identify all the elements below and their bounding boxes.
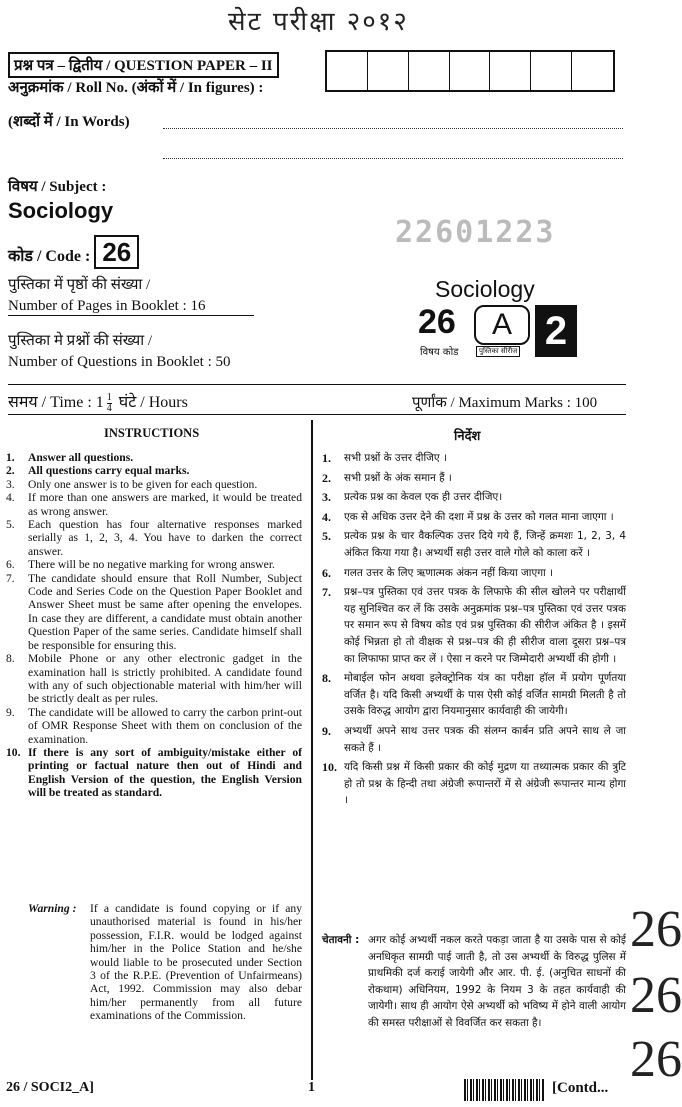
pages-label-en: Number of Pages in Booklet : 16 [8, 298, 254, 316]
instruction-en-item-number: 7. [6, 571, 15, 585]
badge-series: A [474, 305, 530, 345]
divider-bottom [8, 414, 626, 415]
instruction-en-item-number: 10. [6, 745, 21, 759]
warning-hi-text: अगर कोई अभ्यर्थी नकल करते पकड़ा जाता है या उसके पास से कोई अनधिकृत सामग्री पाई जाती है, तो उस अभ्यर्थी के विरुद्ध पुलिस में प्राथमिकी दर्ज कराई जायेगी और आर. पी. ई. (अनुचित साधनों की रोकथाम) अधिनियम, 1992 के नियम 3 के तहत कार्यवाही की जायेगी। साथ ही आयोग ऐसे अभ्यर्थी को भविष्य में होने वाली आयोग की समस्त परीक्षाओं से विवर्जित कर सकता है। [368, 934, 626, 1029]
instruction-en-item [6, 491, 302, 518]
warning-hi-label: चेतावनी : [322, 934, 360, 946]
instruction-en-item-text: If there is any sort of ambiguity/mistake either of printing or factual nature then out of Hindi and English Version of the question, the English Version will be treated as standard. [28, 745, 302, 800]
instruction-hi-item [322, 670, 626, 720]
badge-paper: 2 [535, 305, 577, 357]
instruction-en-item [6, 451, 302, 464]
instruction-hi-item [322, 759, 626, 809]
roll-digit-cell[interactable] [572, 52, 613, 90]
warning-hi [322, 932, 626, 1032]
instruction-en-item-text: The candidate will be allowed to carry the carbon print-out of OMR Response Sheet with them on conclusion of the examination. [28, 705, 302, 746]
paper-label: प्रश्न पत्र – द्वितीय / QUESTION PAPER – II [8, 52, 279, 78]
instruction-en-item-text: Each question has four alternative responses marked serially as 1, 2, 3, 4. You have to darken the correct answer. [28, 518, 302, 558]
instruction-hi-item-text: एक से अधिक उत्तर देने की दशा में प्रश्न के उत्तर को गलत माना जाएगा । [344, 510, 614, 523]
questions-label-en: Number of Questions in Booklet : 50 [8, 354, 231, 370]
serial-stamp: 22601223 [395, 215, 556, 250]
badge-subject-code-hi: विषय कोड [420, 347, 459, 358]
instruction-en-item [6, 572, 302, 652]
instruction-hi-item-text: प्रत्येक प्रश्न का केवल एक ही उत्तर दीजिए। [344, 491, 503, 504]
instruction-en-item-number: 2. [6, 464, 15, 478]
column-divider [311, 420, 313, 1080]
instruction-hi-item [322, 565, 626, 582]
instruction-hi-item [322, 509, 626, 526]
divider-top [8, 384, 626, 385]
time-fraction [107, 393, 112, 414]
instruction-hi-item-text: अभ्यर्थी अपने साथ उत्तर पत्रक की संलग्न कार्बन प्रति अपने साथ ले जा सकते हैं । [344, 724, 626, 754]
instruction-en-item-text: There will be no negative marking for wrong answer. [28, 558, 275, 572]
instruction-en-item-text: The candidate should ensure that Roll Number, Subject Code and Series Code on the Question Paper Booklet and Answer Sheet must be same after opening the envelopes. In case they are different, a candidate must obtain another Question Paper of the same series. Candidate himself shall be responsible for ensuring this. [28, 571, 302, 652]
warning-label: Warning : [28, 902, 77, 915]
instruction-en-item [6, 518, 302, 558]
pages-label-hi: पुस्तिका में पृष्ठों की संख्या / [8, 277, 151, 293]
instruction-hi-item [322, 723, 626, 756]
instructions-list-en [6, 451, 302, 800]
instruction-hi-item [322, 450, 626, 467]
code-box: 26 [94, 235, 139, 269]
page-number: 1 [308, 1080, 315, 1095]
code-label: कोड / Code : [8, 248, 91, 265]
roll-digit-cell[interactable] [409, 52, 450, 90]
instruction-en-item-number: 1. [6, 451, 15, 464]
roll-digit-cell[interactable] [368, 52, 409, 90]
in-words-line[interactable] [163, 128, 623, 129]
instruction-en-item-number: 8. [6, 652, 15, 666]
instruction-en-item [6, 478, 302, 491]
roll-digit-cell[interactable] [531, 52, 572, 90]
warning-en [28, 902, 302, 1023]
barcode [464, 1079, 544, 1101]
time-suffix: घंटे / Hours [118, 394, 188, 411]
contd-label: [Contd... [552, 1080, 609, 1096]
subject-name: Sociology [8, 198, 114, 223]
instruction-en-item-text: Mobile Phone or any other electronic gadget in the examination hall is strictly prohibited. A candidate found with any of such objectionable material with him/her will be strictly dealt as per rules. [28, 652, 302, 706]
instruction-en-item-number: 5. [6, 518, 15, 532]
instructions-heading: INSTRUCTIONS [104, 426, 200, 440]
instruction-hi-item-number: 4. [322, 509, 331, 524]
instruction-hi-item-number: 1. [322, 451, 331, 465]
subject-label: विषय / Subject : [8, 179, 107, 195]
instruction-hi-item-number: 10. [322, 760, 337, 775]
roll-number-boxes[interactable] [325, 50, 615, 92]
instruction-en-item-text: Only one answer is to be given for each question. [28, 477, 258, 491]
badge-series-hi: पुस्तिका सीरीज [476, 346, 520, 357]
instruction-hi-item-text: सभी प्रश्नों के अंक समान हैं । [344, 471, 452, 484]
instruction-en-item [6, 746, 302, 800]
instruction-hi-item [322, 489, 626, 506]
badge-subject: Sociology [435, 276, 535, 302]
instruction-hi-item-number: 8. [322, 671, 331, 686]
time-fraction-den: 4 [106, 402, 112, 414]
handwritten-title: सेट परीक्षा २०१२ [228, 7, 409, 37]
instruction-hi-item-text: गलत उत्तर के लिए ऋणात्मक अंकन नहीं किया जाएगा । [344, 566, 553, 579]
instruction-hi-item-number: 5. [322, 529, 331, 544]
instruction-en-item-number: 3. [6, 477, 15, 491]
instruction-hi-item [322, 584, 626, 667]
instruction-en-item [6, 652, 302, 706]
instruction-hi-item [322, 470, 626, 487]
time-label: समय / Time : 1 [8, 394, 104, 411]
instruction-hi-item-text: यदि किसी प्रश्न में किसी प्रकार की कोई मुद्रण या तथ्यात्मक प्रकार की त्रुटि हो तो प्रश्न के हिन्दी तथा अंग्रेजी रूपान्तरों में से अंग्रेजी रूपान्तर मान्य होगा । [344, 761, 626, 807]
instruction-hi-item-number: 6. [322, 565, 331, 580]
roll-digit-cell[interactable] [490, 52, 531, 90]
instruction-en-item-number: 4. [6, 491, 15, 505]
side-mark-1: 26 [630, 901, 682, 958]
time-row [8, 390, 188, 414]
in-words-line-2[interactable] [163, 158, 623, 159]
instruction-en-item [6, 706, 302, 746]
questions-label-hi: पुस्तिका मे प्रश्नों की संख्या / [8, 333, 153, 349]
instructions-list-hi [322, 450, 626, 812]
instruction-en-item [6, 464, 302, 477]
instructions-hi-heading: निर्देश [454, 429, 481, 444]
time-fraction-num: 1 [106, 391, 112, 403]
roll-no-label: अनुक्रमांक / Roll No. (अंकों में / In figures) : [8, 80, 264, 96]
instruction-hi-item-number: 2. [322, 470, 331, 485]
instruction-en-item-text: If more than one answers are marked, it would be treated as wrong answer. [28, 491, 302, 518]
instruction-hi-item-number: 3. [322, 490, 331, 505]
max-marks: पूर्णांक / Maximum Marks : 100 [412, 395, 598, 411]
side-mark-3: 26 [630, 1031, 682, 1088]
instruction-en-item-text: All questions carry equal marks. [28, 464, 190, 478]
instruction-hi-item [322, 528, 626, 561]
badge-code: 26 [418, 303, 456, 341]
instruction-hi-item-number: 9. [322, 723, 331, 738]
instruction-en-item-number: 6. [6, 558, 15, 572]
instruction-hi-item-text: प्रश्न–पत्र पुस्तिका एवं उत्तर पत्रक के लिफाफे की सील खोलने पर परीक्षार्थी यह सुनिश्चित कर लें कि उसके अनुक्रमांक प्रश्न–पत्र पुस्तिका एवं उत्तर पत्रक पर समान रूप से विषय कोड एवं प्रश्न पुस्तिका की सीरीज अंकित है । इसमें कोई भिन्नता हो तो वीक्षक से प्रश्न–पत्र की ही सीरीज वाला दूसरा प्रश्न–पत्र का लिफाफा प्राप्त कर लें । ऐसा न करने पर जिम्मेदारी अभ्यर्थी की होगी । [344, 586, 626, 665]
instruction-hi-item-text: सभी प्रश्नों के उत्तर दीजिए । [344, 452, 447, 464]
instruction-hi-item-text: मोबाईल फोन अथवा इलेक्ट्रोनिक यंत्र का परीक्षा हॉल में प्रयोग पूर्णतया वर्जित है। यदि किसी अभ्यर्थी के पास ऐसी कोई वर्जित सामग्री मिलती है तो उसके विरुद्ध आयोग द्वारा नियमानुसार कार्यवाही की जायेगी। [344, 672, 626, 718]
footer-code: 26 / SOCI2_A] [6, 1080, 94, 1095]
code-row [8, 235, 139, 269]
warning-text: If a candidate is found copying or if any unauthorised material is found in his/her possession, F.I.R. would be lodged against him/her in the Police Station and he/she would liable to be prosecuted under Section 3 of the R.P.E. (Prevention of Unfairmeans) Act, 1992. Commission may also debar him/her permanently from all future examinations of the Commission. [90, 902, 302, 1023]
instruction-en-item-number: 9. [6, 705, 15, 719]
instruction-en-item-text: Answer all questions. [28, 451, 134, 464]
instruction-hi-item-number: 7. [322, 585, 331, 600]
roll-digit-cell[interactable] [450, 52, 491, 90]
in-words-label: (शब्दों में / In Words) [8, 114, 130, 130]
instruction-en-item [6, 558, 302, 571]
side-mark-2: 26 [630, 967, 682, 1024]
instruction-hi-item-text: प्रत्येक प्रश्न के चार वैकल्पिक उत्तर दिये गये हैं, जिन्हें क्रमशः 1, 2, 3, 4 अंकित किया गया है। अभ्यर्थी सही उत्तर वाले गोले को काला करें । [344, 530, 626, 559]
roll-digit-cell[interactable] [327, 52, 368, 90]
